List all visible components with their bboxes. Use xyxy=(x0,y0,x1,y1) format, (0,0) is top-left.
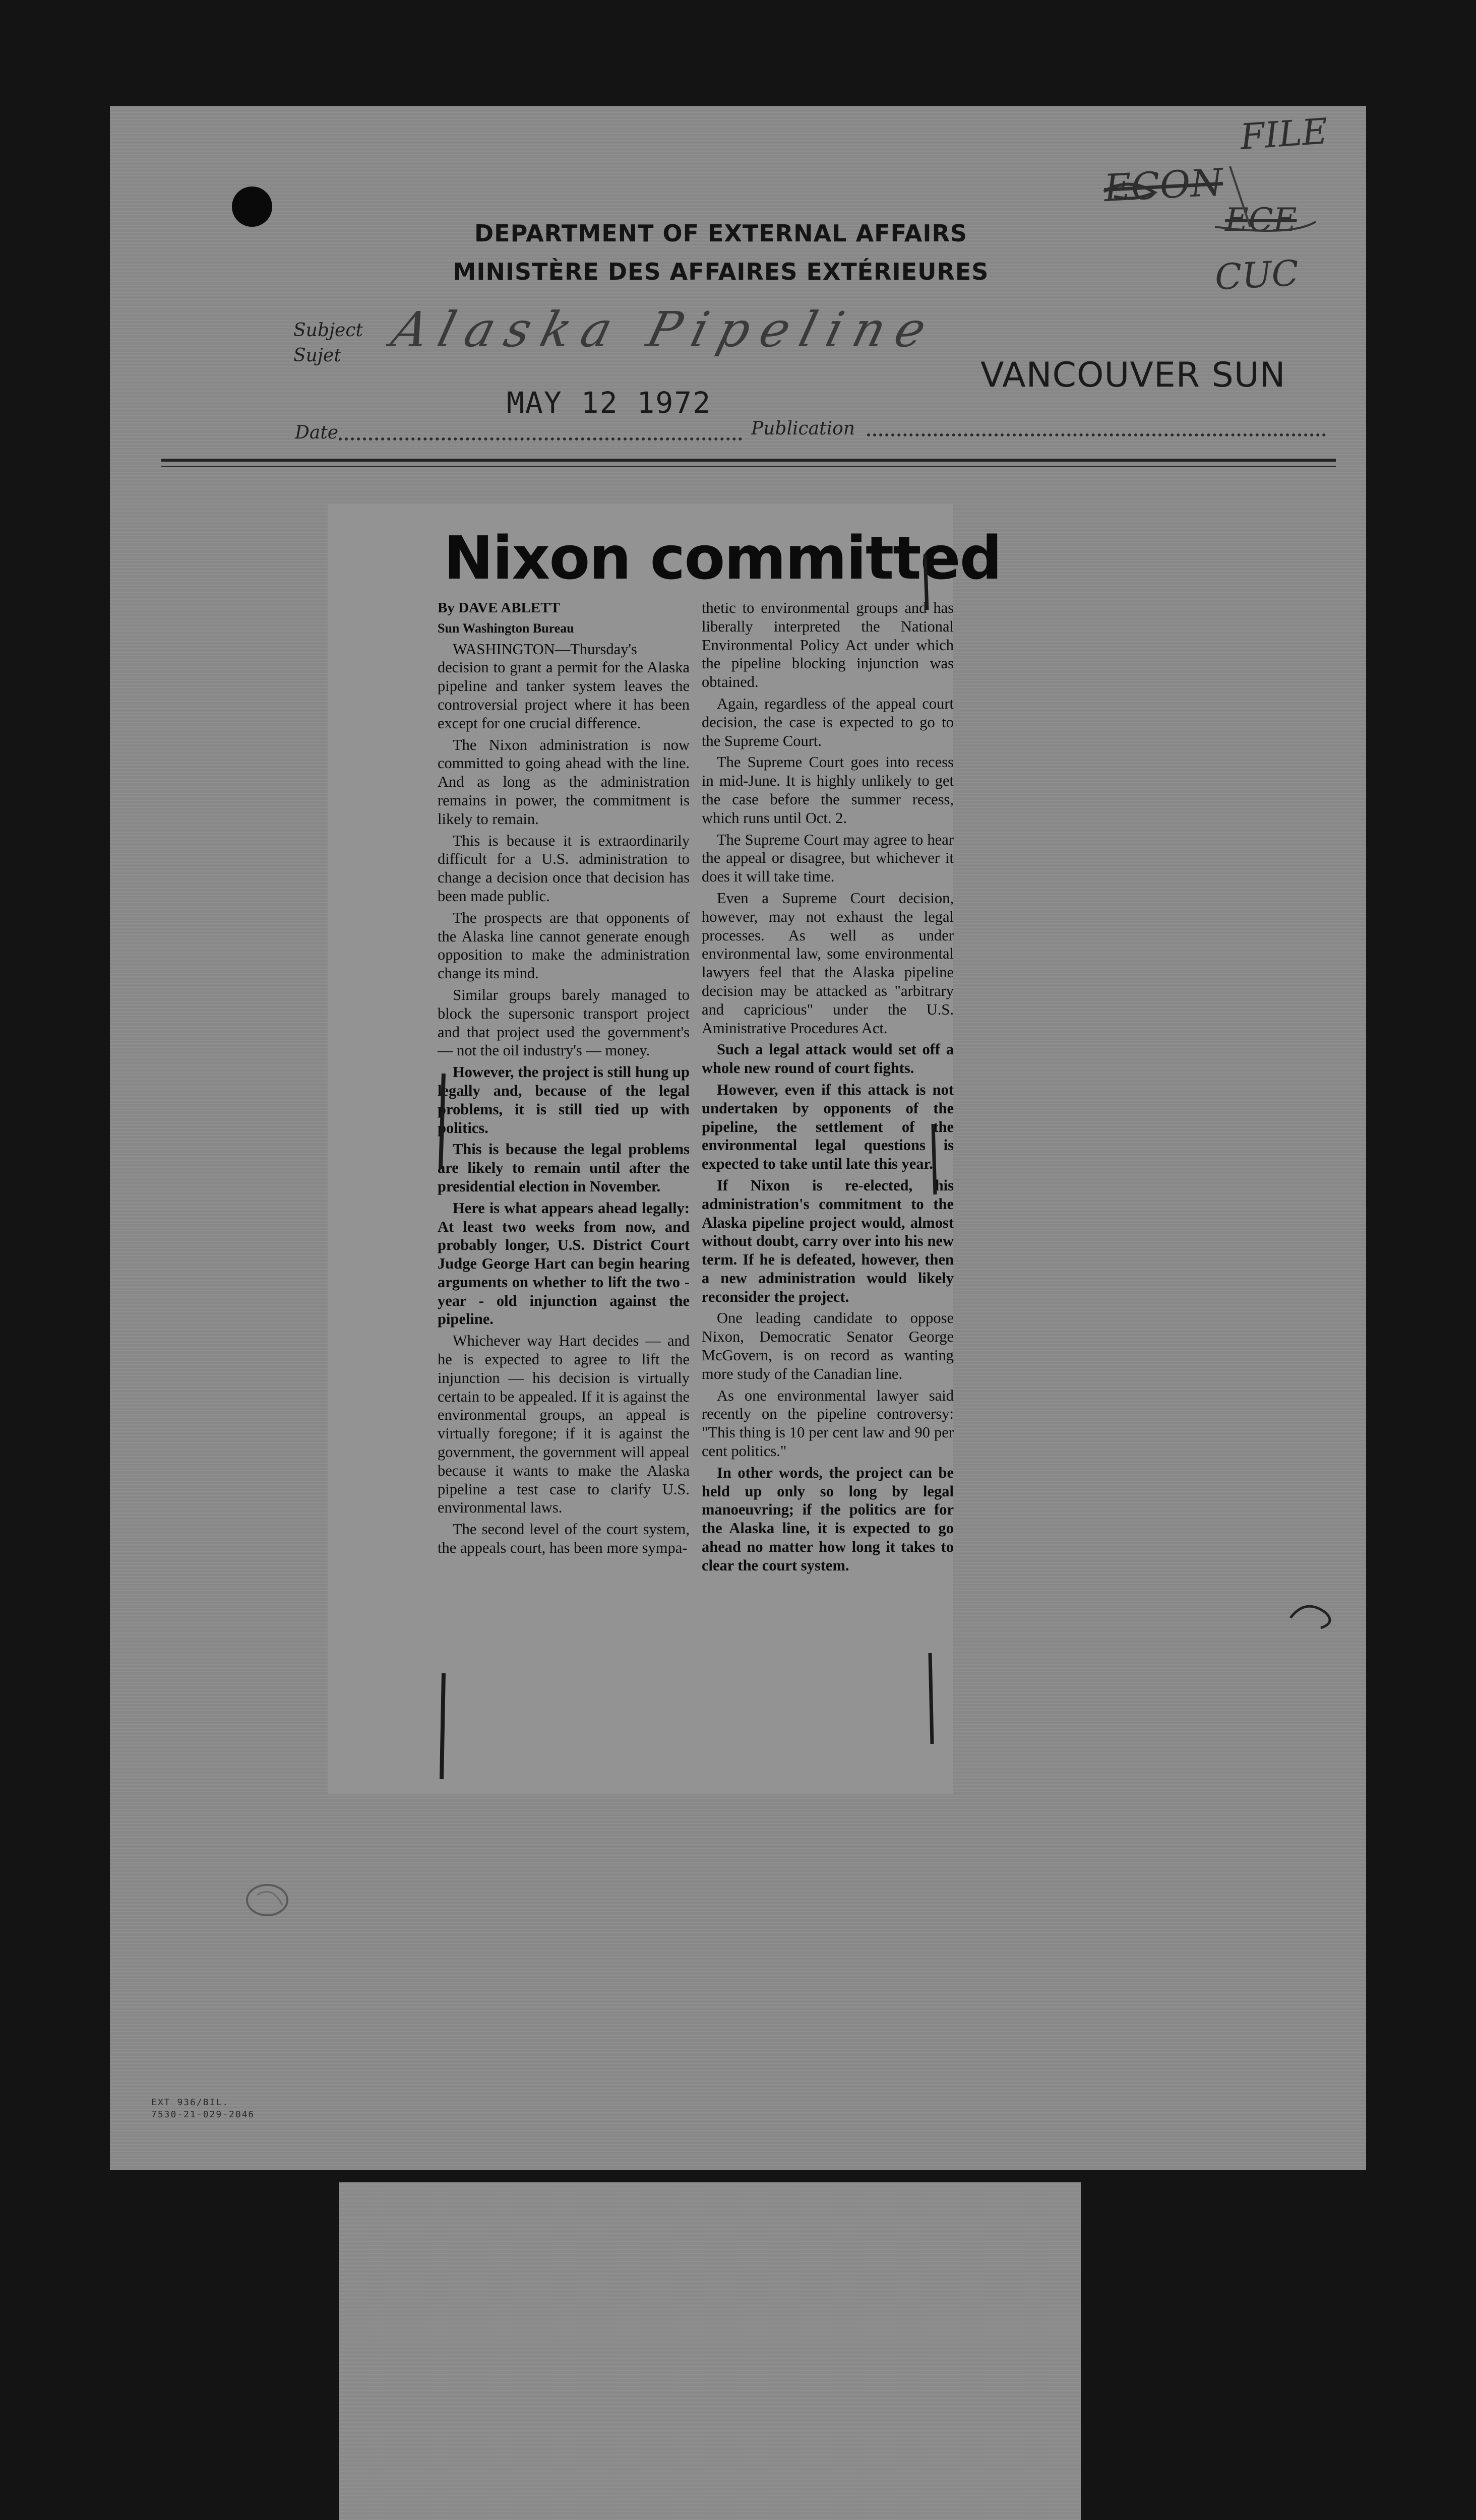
article-headline: Nixon committed xyxy=(444,523,1002,593)
form-code xyxy=(151,2097,255,2121)
department-title-english: DEPARTMENT OF EXTERNAL AFFAIRS xyxy=(474,220,968,247)
byline-bureau: Sun Washington Bureau xyxy=(438,620,574,636)
paragraph: Such a legal attack would set off a whole new round of court fights. xyxy=(702,1041,954,1077)
department-title-french: MINISTÈRE DES AFFAIRES EXTÉRIEURES xyxy=(453,258,989,285)
publication-stamp: VANCOUVER SUN xyxy=(980,355,1286,395)
backing-slip xyxy=(339,2182,1081,2520)
margin-bracket-left xyxy=(434,1068,454,1784)
paragraph: If Nixon is re-elected, his administration's commitment to the Alaska pipeline project would, almost without doubt, carry over into his new term. If he is defeated, however, then a new administration would likely reconsider the project. xyxy=(702,1176,954,1305)
paragraph: Here is what appears ahead legally: At least two weeks from now, and probably longer, U.S. District Court Judge George Hart can begin hearing arguments on whether to lift the two - year - old injunction against the pipeline. xyxy=(438,1199,690,1328)
subject-handwriting: Alaska Pipeline xyxy=(386,301,943,358)
paragraph: The prospects are that opponents of the Alaska line cannot generate enough opposition to make the administration change its mind. xyxy=(438,909,690,982)
paragraph: As one environmental lawyer said recently on the pipeline controversy: "This thing is 10 per cent law and 90 per cent politics." xyxy=(702,1387,954,1460)
header-rule-thin xyxy=(161,466,1336,467)
byline-author: By DAVE ABLETT xyxy=(438,600,560,616)
sujet-label: Sujet xyxy=(293,345,341,366)
paragraph: The Supreme Court goes into recess in mid-June. It is highly unlikely to get the case before the summer recess, which runs until Oct. 2. xyxy=(702,753,954,827)
date-label: Date xyxy=(295,422,339,443)
publication-dotted-line xyxy=(867,433,1326,436)
paragraph: This is because it is extraordinarily difficult for a U.S. administration to change a decision once that decision has been made public. xyxy=(438,832,690,905)
margin-note-3: ECE xyxy=(1225,202,1297,239)
paragraph: This is because the legal problems are likely to remain until after the presidential election in November. xyxy=(438,1141,690,1195)
form-code-line-2: 7530-21-029-2046 xyxy=(151,2109,255,2120)
form-code-line-1: EXT 936/BIL. xyxy=(151,2097,229,2108)
paragraph: However, the project is still hung up legally and, because of the legal problems, it is still tied up with politics. xyxy=(438,1063,690,1137)
subject-label: Subject xyxy=(293,320,363,341)
article-column-1 xyxy=(438,599,690,1560)
paragraph: One leading candidate to oppose Nixon, Democratic Senator George McGovern, is on record as wanting more study of the Canadian line. xyxy=(702,1309,954,1382)
paragraph: The Nixon administration is now committed to going ahead with the line. And as long as the administration remains in power, the commitment is likely to remain. xyxy=(438,736,690,828)
date-stamp: MAY 12 1972 xyxy=(507,386,712,420)
paragraph: The Supreme Court may agree to hear the appeal or disagree, but whichever it does it will take time. xyxy=(702,831,954,886)
margin-note-4: CUC xyxy=(1213,252,1300,298)
paragraph: Even a Supreme Court decision, however, may not exhaust the legal processes. As well as under environmental law, some environmental lawyers feel that the Alaska pipeline decision may be attacked as "arbitrary and capricious" under the U.S. Aministrative Procedures Act. xyxy=(702,889,954,1037)
paragraph: thetic to environmental groups and has liberally interpreted the National Environmental Policy Act under which the pipeline blocking injunction was obtained. xyxy=(702,599,954,691)
margin-bracket-right xyxy=(915,544,945,1764)
margin-note-1: FILE xyxy=(1239,110,1329,158)
header-rule-thick xyxy=(161,459,1336,462)
margin-scribbles xyxy=(1099,161,1381,292)
publication-label: Publication xyxy=(751,418,855,439)
paragraph: Whichever way Hart decides — and he is expected to agree to lift the injunction — his decision is virtually certain to be appealed. If it is against the environmental groups, an appeal is virtually foregone; if it is against the government, the government will appeal because it wants to make the Alaska pipeline a test case to clarify U.S. environmental laws. xyxy=(438,1332,690,1517)
paragraph: Again, regardless of the appeal court decision, the case is expected to go to the Supreme Court. xyxy=(702,695,954,749)
paper-mark xyxy=(1285,1598,1341,1638)
margin-note-2: ECON xyxy=(1102,160,1224,211)
paragraph: WASHINGTON—Thursday's decision to grant a permit for the Alaska pipeline and tanker system leaves the controversial project where it has been except for one crucial difference. xyxy=(438,640,690,732)
paper-smudge xyxy=(237,1875,307,1930)
paragraph: Similar groups barely managed to block the supersonic transport project and that project used the government's — not the oil industry's — money. xyxy=(438,986,690,1059)
paragraph: In other words, the project can be held up only so long by legal manoeuvring; if the politics are for the Alaska line, it is expected to go ahead no matter how long it takes to clear the court system. xyxy=(702,1464,954,1574)
date-dotted-line xyxy=(339,437,742,440)
paragraph: The second level of the court system, the appeals court, has been more sympa- xyxy=(438,1521,690,1557)
punch-hole xyxy=(232,186,272,227)
paragraph: However, even if this attack is not undertaken by opponents of the pipeline, the settlement of the environmental legal questions is expected to take until late this year. xyxy=(702,1081,954,1173)
